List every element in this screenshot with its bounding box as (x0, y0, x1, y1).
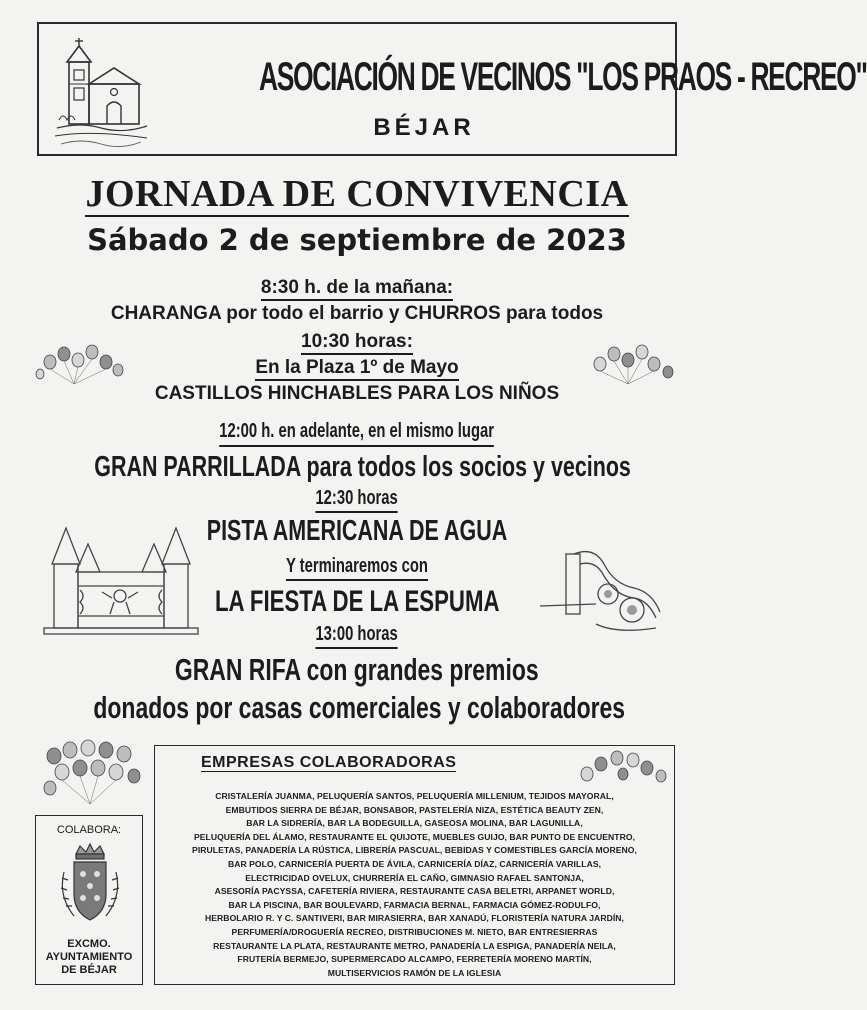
empresas-line: BAR LA PISCINA, BAR BOULEVARD, FARMACIA BERNAL, FARMACIA GÓMEZ-RODULFO, (228, 899, 601, 910)
slot-5-description: LA FIESTA DE LA ESPUMA (214, 585, 500, 618)
colabora-box (35, 815, 143, 985)
slot-6-description-2: donados por casas comerciales y colaboradores (93, 690, 626, 725)
association-city: BÉJAR (373, 114, 475, 141)
association-logo (51, 32, 151, 150)
header-box (37, 22, 867, 156)
slot-1-description: CHARANGA por todo el barrio y CHURROS para todos (110, 303, 604, 324)
empresas-list (161, 790, 668, 980)
slot-4-description: PISTA AMERICANA DE AGUA (206, 515, 508, 547)
slot-2-time: 10:30 horas: (0, 330, 714, 354)
slot-3-description: GRAN PARRILLADA para todos los socios y vecinos (94, 451, 631, 483)
slot-6-time: 13:00 horas (0, 622, 714, 649)
balloons-empresas-icon (575, 748, 671, 790)
empresas-line: BAR POLO, CARNICERÍA PUERTA DE ÁVILA, CARNICERÍA DÍAZ, CARNICERÍA VARILLAS, (227, 858, 602, 869)
ayuntamiento-name: EXCMO. AYUNTAMIENTO DE BÉJAR (45, 938, 133, 976)
balloons-bottom-left-icon (40, 738, 146, 806)
empresas-line: FRUTERÍA BERMEJO, SUPERMERCADO ALCAMPO, FERRETERÍA MORENO MARTÍN, (237, 954, 592, 965)
empresas-title: EMPRESAS COLABORADORAS (201, 754, 457, 771)
empresas-line: PERFUMERÍA/DROGUERÍA RECREO, DISTRIBUCIONES M. NIETO, BAR ENTRESIERRAS (231, 926, 598, 937)
empresas-line: RESTAURANTE LA PLATA, RESTAURANTE METRO, PANADERÍA LA ESPIGA, PANADERÍA NEILA, (213, 940, 616, 951)
empresas-line: CRISTALERÍA JUANMA, PELUQUERÍA SANTOS, PELUQUERÍA MILLENIUM, TEJIDOS MAYORAL, (215, 791, 614, 801)
empresas-line: ELECTRICIDAD OVELUX, CHURRERÍA EL CAÑO, GIMNASIO RAFAEL SANTONJA, (245, 872, 584, 883)
empresas-line: BAR LA SIDRERÍA, BAR LA BODEGUILLA, GASEOSA MOLINA, BAR LAGUNILLA, (246, 818, 583, 829)
empresas-line: PELUQUERÍA DEL ÁLAMO, RESTAURANTE EL QUIJOTE, MUEBLES GUIJO, BAR PUNTO DE ENCUENTRO, (193, 831, 636, 842)
slot-2-description: CASTILLOS HINCHABLES PARA LOS NIÑOS (154, 383, 560, 404)
empresas-line: HERBOLARIO R. Y C. SANTIVERI, BAR MIRASIERRA, BAR XANADÚ, FLORISTERÍA NATURA JARDÍN, (205, 913, 624, 924)
association-name: ASOCIACIÓN DE VECINOS "LOS PRAOS - RECREO" (259, 55, 867, 99)
colabora-label: COLABORA: (56, 824, 122, 836)
empresas-box (154, 745, 675, 985)
bouncy-castle-icon (40, 520, 202, 636)
coat-of-arms-icon (56, 842, 124, 934)
empresas-line: MULTISERVICIOS RAMÓN DE LA IGLESIA (327, 967, 502, 978)
empresas-line: EMBUTIDOS SIERRA DE BÉJAR, BONSABOR, PASTELERÍA NIZA, ESTÉTICA BEAUTY ZEN, (225, 804, 604, 815)
empresas-line: PIRULETAS, PANADERÍA LA RÚSTICA, LIBRERÍA PASCUAL, BEBIDAS Y COMESTIBLES GARCÍA MORENO, (192, 845, 637, 856)
event-title: JORNADA DE CONVIVENCIA (85, 173, 629, 215)
balloons-left-icon (34, 340, 130, 386)
event-date: Sábado 2 de septiembre de 2023 (87, 223, 627, 257)
empresas-line: ASESORÍA PACYSSA, CAFETERÍA RIVIERA, RESTAURANTE CASA BELETRI, ARPANET WORLD, (214, 886, 615, 897)
slot-3-time: 12:00 h. en adelante, en el mismo lugar (0, 418, 714, 447)
slot-5-intro: Y terminaremos con (0, 554, 714, 581)
slot-2-place: En la Plaza 1º de Mayo (0, 356, 714, 380)
slot-1-time: 8:30 h. de la mañana: (0, 276, 714, 300)
slot-4-time: 12:30 horas (0, 486, 714, 513)
slot-6-description-1: GRAN RIFA con grandes premios (175, 652, 539, 687)
balloons-right-icon (588, 340, 680, 386)
